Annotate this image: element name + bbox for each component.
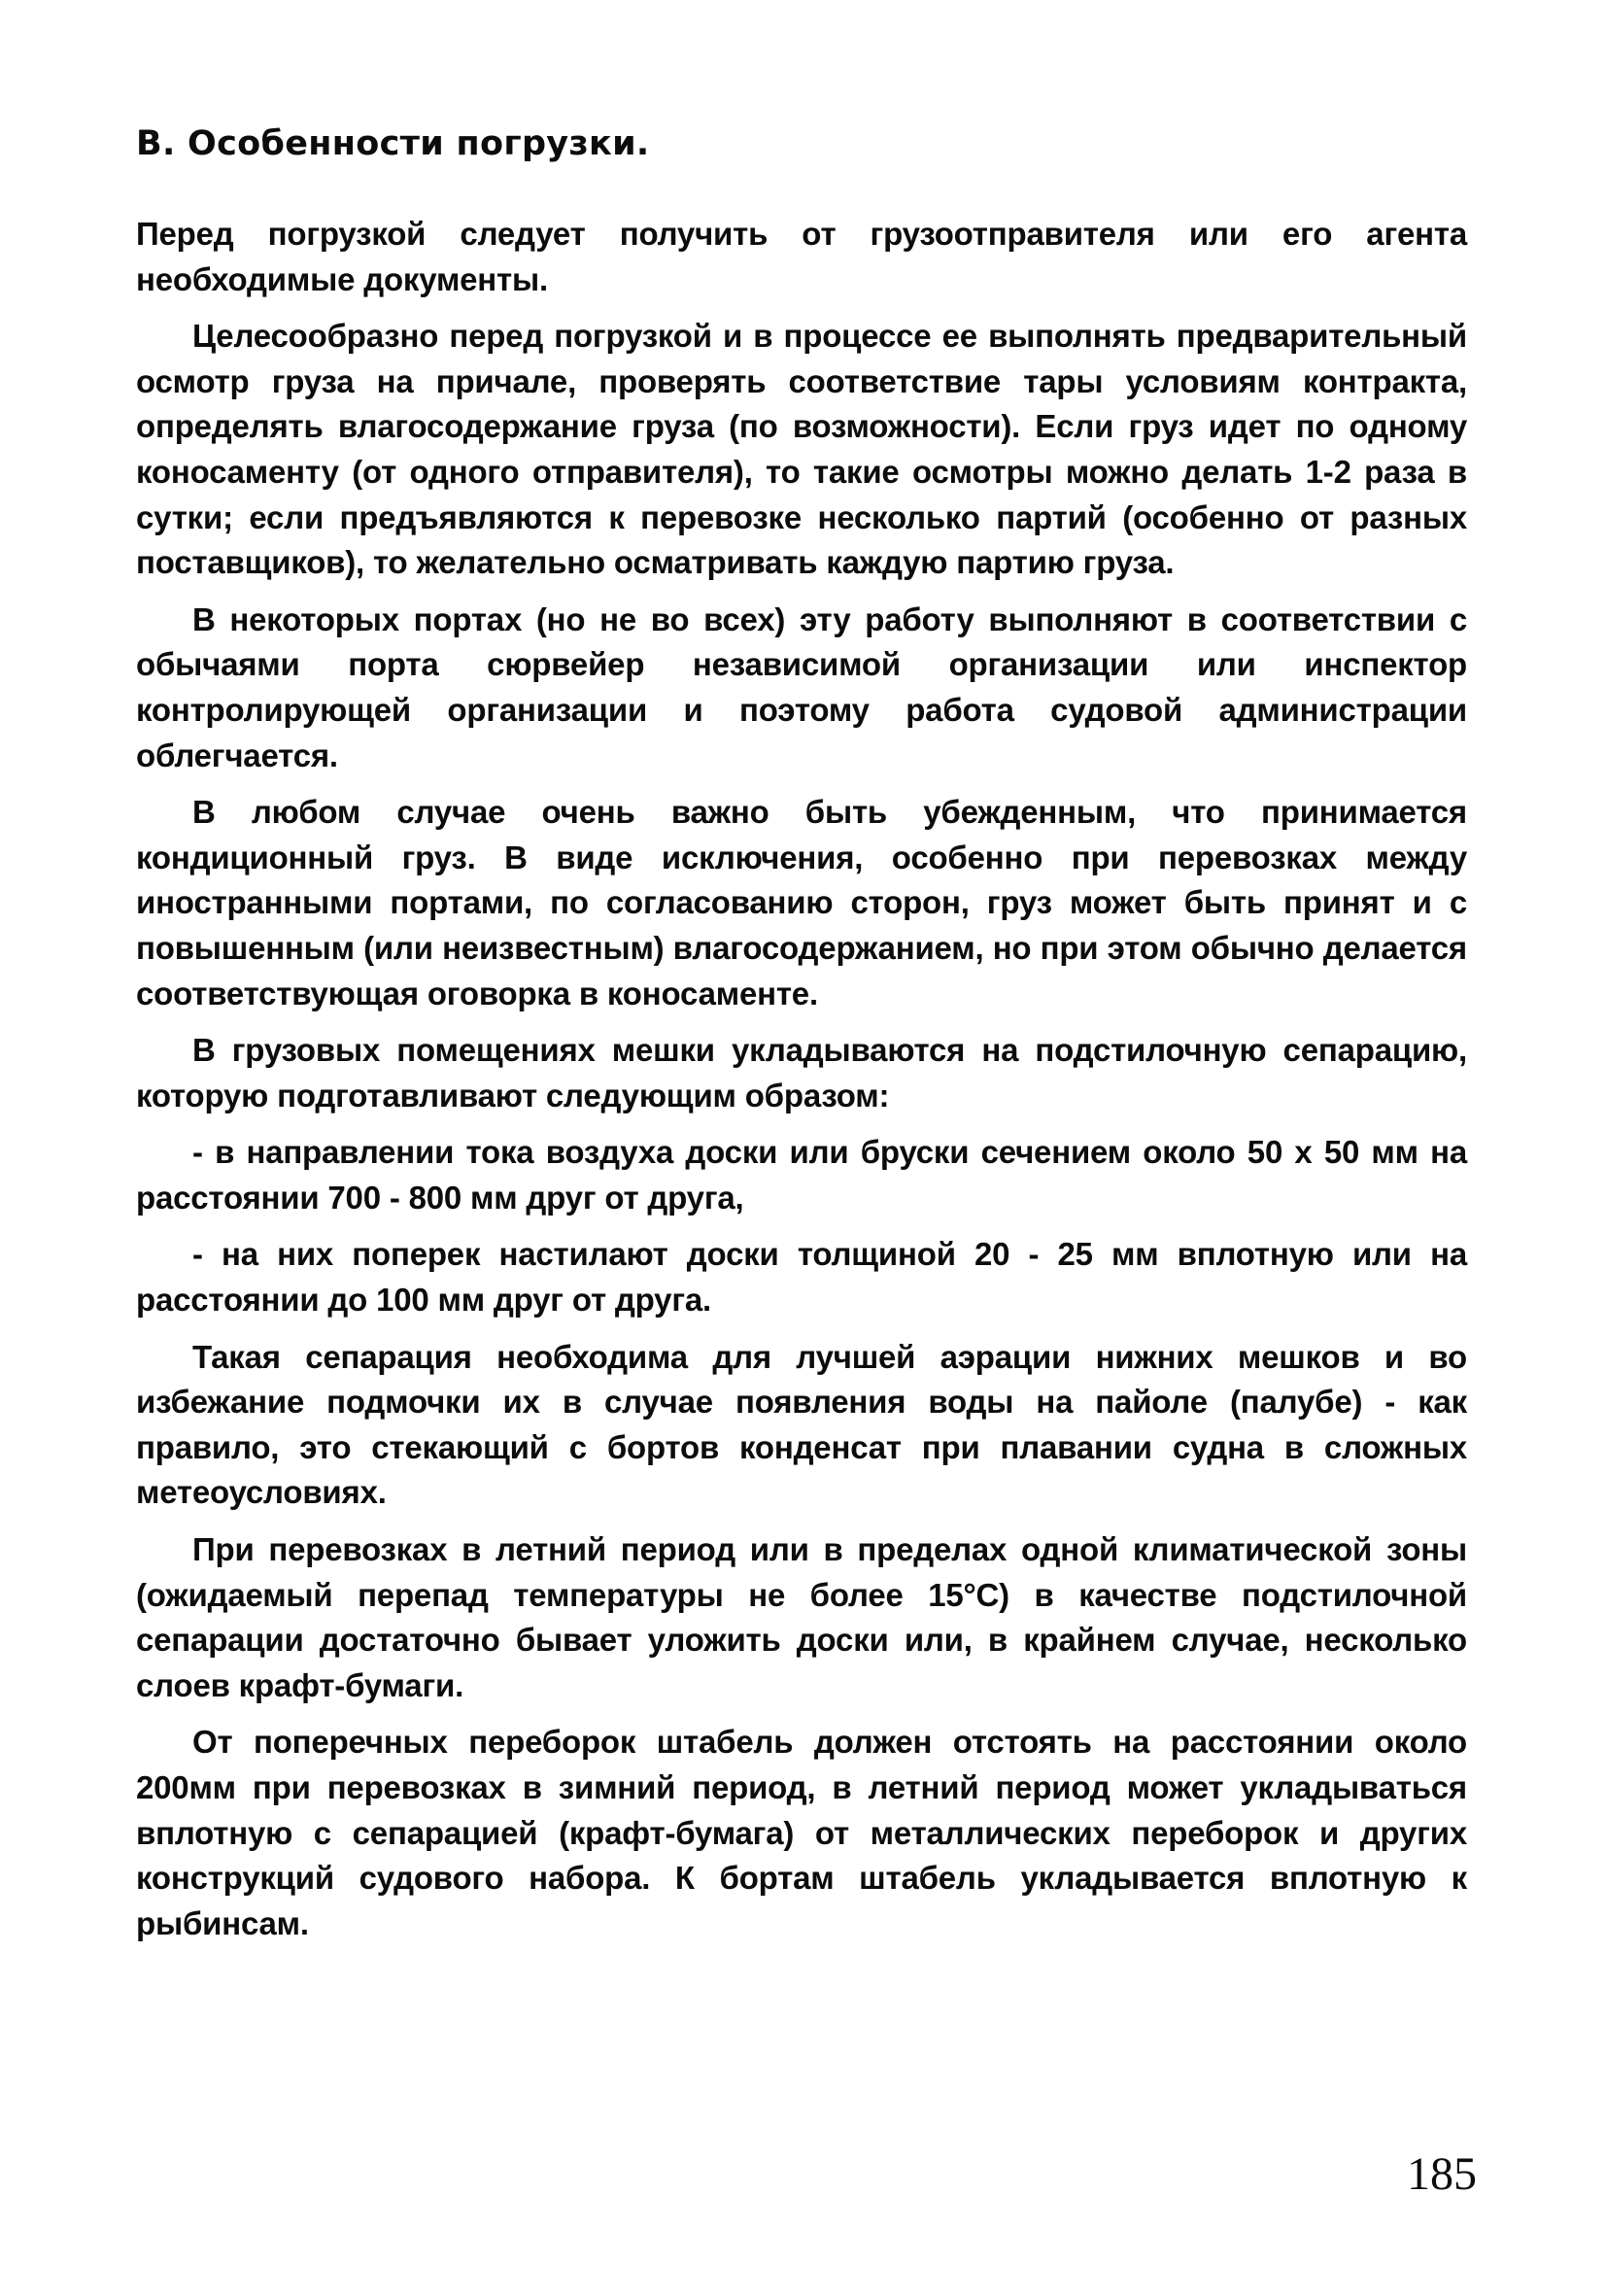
paragraph-bulkheads: От поперечных переборок штабель должен отстоять на расстоянии около 200мм при перевозках в зимний период, в летний период может укладываться вплотную с сепарацией (крафт-бумага) от металлических переборок и других конструкций судового набора. К бортам штабель укладывается вплотную к рыбинсам. <box>136 1724 1467 1941</box>
text-column <box>136 124 1467 1958</box>
paragraph-surveyor: В некоторых портах (но не во всех) эту работу выполняют в соответствии с обычаями порта сюрвейер независимой организации или инспектор контролирующей организации и поэтому работа судовой администрации облегчается. <box>136 600 1467 773</box>
paragraph-summer-transport: При перевозках в летний период или в пределах одной климатической зоны (ожидаемый перепад температуры не более 15°С) в качестве подстилочной сепарации достаточно бывает уложить доски или, в крайнем случае, несколько слоев крафт-бумаги. <box>136 1531 1467 1703</box>
paragraph-conditioned-cargo: В любом случае очень важно быть убежденным, что принимается кондиционный груз. В виде исключения, особенно при перевозках между иностранными портами, по согласованию сторон, груз может быть принят и с повышенным (или неизвестным) влагосодержанием, но при этом обычно делается соответствующая оговорка в коносаменте. <box>136 794 1467 1011</box>
paragraph-documents: Перед погрузкой следует получить от грузоотправителя или его агента необходимые документы. <box>136 216 1467 297</box>
paragraph-separation-intro: В грузовых помещениях мешки укладываются на подстилочную сепарацию, которую подготавливают следующим образом: <box>136 1032 1467 1114</box>
paragraph-separation-step-2: - на них поперек настилают доски толщиной 20 - 25 мм вплотную или на расстоянии до 100 мм друг от друга. <box>136 1236 1467 1319</box>
paragraph-aeration: Такая сепарация необходима для лучшей аэрации нижних мешков и во избежание подмочки их в случае появления воды на пайоле (палубе) - как правило, это стекающий с бортов конденсат при плавании судна в сложных метеоусловиях. <box>136 1338 1467 1511</box>
paragraph-inspection: Целесообразно перед погрузкой и в процессе ее выполнять предварительный осмотр груза на причале, проверять соответствие тары условиям контракта, определять влагосодержание груза (по возможности). Если груз идет по одному коносаменту (от одного отправителя), то такие осмотры можно делать 1-2 раза в сутки; если предъявляются к перевозке несколько партий (особенно от разных поставщиков), то желательно осматривать каждую партию груза. <box>136 318 1467 581</box>
section-heading: В. Особенности погрузки. <box>136 124 650 163</box>
page-number: 185 <box>1407 2148 1477 2200</box>
paragraph-separation-step-1: - в направлении тока воздуха доски или бруски сечением около 50 х 50 мм на расстоянии 700 - 800 мм друг от друга, <box>136 1134 1467 1216</box>
